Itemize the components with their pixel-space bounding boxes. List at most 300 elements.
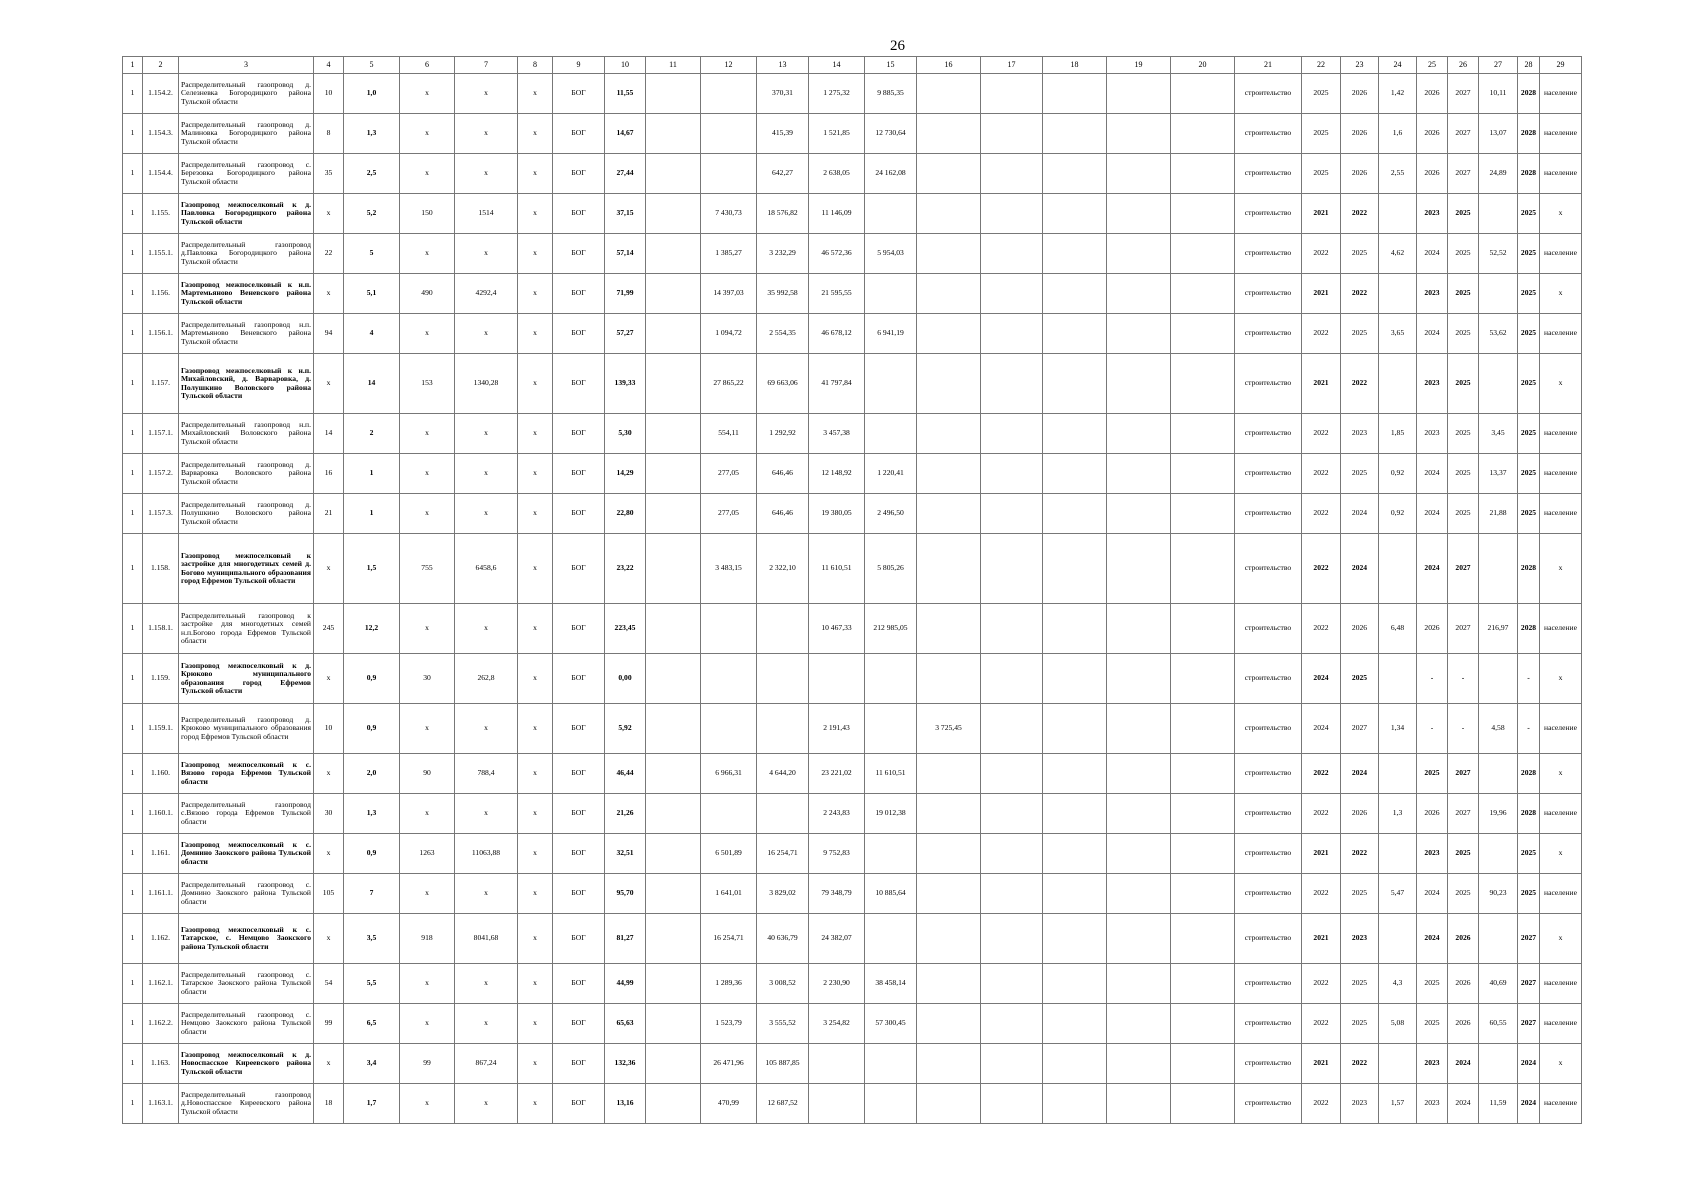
table-cell: БОГ — [553, 414, 605, 454]
table-cell — [1171, 494, 1235, 534]
table-cell — [1107, 154, 1171, 194]
table-cell: х — [455, 964, 518, 1004]
table-cell — [757, 604, 809, 654]
table-cell: строительство — [1235, 274, 1302, 314]
table-cell — [701, 154, 757, 194]
table-cell: 1 — [123, 494, 143, 534]
table-cell — [981, 234, 1043, 274]
table-cell: 153 — [400, 354, 455, 414]
table-cell: 1 — [123, 234, 143, 274]
table-cell — [646, 794, 701, 834]
column-header: 20 — [1171, 57, 1235, 74]
table-cell: 4 644,20 — [757, 754, 809, 794]
table-cell: 2024 — [1417, 534, 1448, 604]
table-cell — [1379, 1044, 1417, 1084]
table-cell: 2025 — [1448, 314, 1479, 354]
table-cell: 2,0 — [344, 754, 400, 794]
table-cell: х — [455, 114, 518, 154]
table-cell: 2024 — [1417, 314, 1448, 354]
table-cell: 16 254,71 — [757, 834, 809, 874]
table-cell: 2022 — [1302, 1004, 1341, 1044]
table-cell: х — [518, 274, 553, 314]
column-header: 14 — [809, 57, 865, 74]
table-cell — [1043, 794, 1107, 834]
column-header: 28 — [1518, 57, 1540, 74]
table-cell: х — [518, 704, 553, 754]
table-cell — [1171, 1084, 1235, 1124]
table-cell: 10 — [314, 704, 344, 754]
table-cell — [646, 454, 701, 494]
table-cell: 3 829,02 — [757, 874, 809, 914]
table-cell: х — [518, 834, 553, 874]
table-cell: 14,67 — [605, 114, 646, 154]
table-cell: 1.157.1. — [143, 414, 179, 454]
table-cell: х — [400, 1004, 455, 1044]
table-cell — [646, 274, 701, 314]
column-header: 4 — [314, 57, 344, 74]
table-cell — [917, 454, 981, 494]
table-cell — [1171, 654, 1235, 704]
table-cell — [1043, 314, 1107, 354]
table-cell — [1479, 354, 1518, 414]
object-name-cell: Распределительный газопровод с.Вязово города Ефремов Тульской области — [179, 794, 314, 834]
table-cell: 2022 — [1302, 314, 1341, 354]
column-header: 7 — [455, 57, 518, 74]
table-row — [123, 754, 1582, 794]
table-cell: х — [518, 1004, 553, 1044]
table-cell: 1 — [123, 454, 143, 494]
header-row — [123, 57, 1582, 74]
table-cell: х — [518, 194, 553, 234]
table-cell: 12 687,52 — [757, 1084, 809, 1124]
table-cell: 2026 — [1417, 114, 1448, 154]
table-cell: - — [1518, 654, 1540, 704]
table-cell — [917, 414, 981, 454]
table-cell: БОГ — [553, 654, 605, 704]
column-header: 17 — [981, 57, 1043, 74]
column-header: 29 — [1540, 57, 1582, 74]
table-cell: 3,4 — [344, 1044, 400, 1084]
table-cell: 5,92 — [605, 704, 646, 754]
table-cell — [1043, 534, 1107, 604]
table-cell: 1,34 — [1379, 704, 1417, 754]
table-cell — [865, 654, 917, 704]
table-row — [123, 794, 1582, 834]
table-cell — [917, 494, 981, 534]
table-cell — [701, 604, 757, 654]
table-cell: 1 — [123, 1084, 143, 1124]
table-cell: 14 — [314, 414, 344, 454]
table-cell: 2026 — [1448, 914, 1479, 964]
table-cell — [865, 274, 917, 314]
table-cell: 46 572,36 — [809, 234, 865, 274]
object-name-cell: Газопровод межпоселковый к с. Татарское, с. Немцово Заокского района Тульской области — [179, 914, 314, 964]
table-cell: 11 610,51 — [865, 754, 917, 794]
table-cell: БОГ — [553, 194, 605, 234]
table-cell — [1043, 274, 1107, 314]
table-cell: 8 — [314, 114, 344, 154]
table-cell: 554,11 — [701, 414, 757, 454]
table-cell — [1107, 794, 1171, 834]
table-cell: 4,62 — [1379, 234, 1417, 274]
table-cell: 3 008,52 — [757, 964, 809, 1004]
table-cell: 2027 — [1448, 114, 1479, 154]
column-header: 12 — [701, 57, 757, 74]
object-name-cell: Распределительный газопровод с. Домнино Заокского района Тульской области — [179, 874, 314, 914]
table-cell: 2025 — [1341, 874, 1379, 914]
table-cell: 2 322,10 — [757, 534, 809, 604]
column-header: 8 — [518, 57, 553, 74]
table-cell: население — [1540, 494, 1582, 534]
table-cell — [1107, 754, 1171, 794]
table-cell — [701, 654, 757, 704]
object-name-cell: Газопровод межпоселковый к д. Крюково муниципального образования город Ефремов Тульской области — [179, 654, 314, 704]
column-header: 6 — [400, 57, 455, 74]
table-cell: 0,9 — [344, 654, 400, 704]
table-cell: х — [455, 414, 518, 454]
table-cell — [981, 794, 1043, 834]
table-cell: 1 — [344, 494, 400, 534]
table-cell: 1.162. — [143, 914, 179, 964]
table-cell — [1379, 654, 1417, 704]
table-cell — [646, 314, 701, 354]
table-cell: 1.161. — [143, 834, 179, 874]
table-cell: население — [1540, 414, 1582, 454]
table-cell — [981, 194, 1043, 234]
table-cell: строительство — [1235, 914, 1302, 964]
table-cell — [917, 654, 981, 704]
table-cell: 1 — [123, 534, 143, 604]
table-row — [123, 314, 1582, 354]
table-cell: 2027 — [1448, 154, 1479, 194]
table-cell: х — [1540, 194, 1582, 234]
table-cell: х — [518, 1044, 553, 1084]
table-cell: 2023 — [1341, 1084, 1379, 1124]
table-cell: 27,44 — [605, 154, 646, 194]
table-cell: 150 — [400, 194, 455, 234]
table-cell — [1171, 154, 1235, 194]
table-cell: 105 887,85 — [757, 1044, 809, 1084]
table-cell: 2025 — [1518, 234, 1540, 274]
table-cell — [917, 874, 981, 914]
object-name-cell: Газопровод межпоселковый к н.п. Мартемьяново Веневского района Тульской области — [179, 274, 314, 314]
table-cell: 1 — [123, 754, 143, 794]
table-cell: 2022 — [1302, 794, 1341, 834]
column-header: 9 — [553, 57, 605, 74]
table-cell — [981, 534, 1043, 604]
table-cell: 1.157.3. — [143, 494, 179, 534]
table-cell — [917, 964, 981, 1004]
table-cell: 1 — [123, 914, 143, 964]
table-cell: 245 — [314, 604, 344, 654]
table-cell: население — [1540, 874, 1582, 914]
table-cell: БОГ — [553, 914, 605, 964]
table-cell: 2028 — [1518, 114, 1540, 154]
object-name-cell: Распределительный газопровод д. Малиновка Богородицкого района Тульской области — [179, 114, 314, 154]
table-cell: строительство — [1235, 534, 1302, 604]
table-row — [123, 654, 1582, 704]
table-cell: х — [400, 154, 455, 194]
table-cell — [1479, 194, 1518, 234]
table-cell: 2 496,50 — [865, 494, 917, 534]
table-cell: х — [400, 794, 455, 834]
table-cell: х — [400, 114, 455, 154]
table-cell — [917, 114, 981, 154]
table-cell: 71,99 — [605, 274, 646, 314]
table-cell: 2025 — [1518, 314, 1540, 354]
table-row — [123, 964, 1582, 1004]
table-cell: 2023 — [1417, 834, 1448, 874]
table-cell: 2025 — [1341, 454, 1379, 494]
table-cell — [981, 1004, 1043, 1044]
table-cell: 1 — [123, 314, 143, 354]
table-cell: 1 — [123, 834, 143, 874]
table-cell: строительство — [1235, 794, 1302, 834]
column-header: 23 — [1341, 57, 1379, 74]
table-cell — [1171, 914, 1235, 964]
table-cell — [981, 494, 1043, 534]
table-cell: 13,07 — [1479, 114, 1518, 154]
table-cell: население — [1540, 114, 1582, 154]
table-cell — [1107, 354, 1171, 414]
table-cell: БОГ — [553, 234, 605, 274]
table-cell: 2021 — [1302, 194, 1341, 234]
table-cell — [1043, 354, 1107, 414]
table-cell — [1171, 964, 1235, 1004]
table-cell: 1.154.4. — [143, 154, 179, 194]
column-header: 19 — [1107, 57, 1171, 74]
table-cell: 30 — [314, 794, 344, 834]
table-cell: 1,6 — [1379, 114, 1417, 154]
table-cell: строительство — [1235, 234, 1302, 274]
table-cell: 38 458,14 — [865, 964, 917, 1004]
table-cell — [1043, 654, 1107, 704]
table-cell: 2026 — [1341, 74, 1379, 114]
table-cell — [1479, 1044, 1518, 1084]
table-cell: 0,9 — [344, 834, 400, 874]
table-cell: строительство — [1235, 834, 1302, 874]
table-cell — [701, 704, 757, 754]
table-cell: 11063,88 — [455, 834, 518, 874]
table-cell: 44,99 — [605, 964, 646, 1004]
table-cell: 1.158. — [143, 534, 179, 604]
table-cell: 99 — [314, 1004, 344, 1044]
table-cell: 2027 — [1341, 704, 1379, 754]
column-header: 11 — [646, 57, 701, 74]
column-header: 24 — [1379, 57, 1417, 74]
page-number: 26 — [890, 38, 905, 54]
table-cell: х — [518, 414, 553, 454]
table-cell — [1107, 194, 1171, 234]
table-cell: х — [1540, 834, 1582, 874]
table-cell: 90,23 — [1479, 874, 1518, 914]
table-cell: строительство — [1235, 604, 1302, 654]
table-cell — [981, 604, 1043, 654]
table-cell — [917, 834, 981, 874]
table-cell: строительство — [1235, 1004, 1302, 1044]
table-cell: 18 — [314, 1084, 344, 1124]
table-cell — [1043, 194, 1107, 234]
table-cell: БОГ — [553, 274, 605, 314]
table-cell — [646, 604, 701, 654]
table-cell: 2026 — [1417, 154, 1448, 194]
table-cell: 2027 — [1448, 604, 1479, 654]
table-cell: 1.156. — [143, 274, 179, 314]
table-cell: 2022 — [1302, 1084, 1341, 1124]
table-cell: 3 457,38 — [809, 414, 865, 454]
table-cell — [981, 914, 1043, 964]
table-cell: х — [518, 234, 553, 274]
table-cell: 788,4 — [455, 754, 518, 794]
table-cell — [1107, 654, 1171, 704]
table-cell — [981, 834, 1043, 874]
table-cell: строительство — [1235, 314, 1302, 354]
table-row — [123, 414, 1582, 454]
column-header: 2 — [143, 57, 179, 74]
table-cell: - — [1417, 704, 1448, 754]
table-cell: 262,8 — [455, 654, 518, 704]
table-cell: 40 636,79 — [757, 914, 809, 964]
table-cell: 6,48 — [1379, 604, 1417, 654]
table-cell: 2026 — [1341, 154, 1379, 194]
table-cell: х — [400, 964, 455, 1004]
table-cell: х — [314, 834, 344, 874]
table-cell: 5,08 — [1379, 1004, 1417, 1044]
table-cell: 2027 — [1448, 794, 1479, 834]
table-cell: х — [314, 754, 344, 794]
table-cell — [1171, 114, 1235, 154]
table-cell: 6 941,19 — [865, 314, 917, 354]
table-cell: БОГ — [553, 454, 605, 494]
table-cell: 2,55 — [1379, 154, 1417, 194]
table-cell: 2024 — [1417, 874, 1448, 914]
table-cell — [1171, 704, 1235, 754]
table-cell — [809, 1044, 865, 1084]
table-cell: 5,2 — [344, 194, 400, 234]
table-cell: 2025 — [1341, 654, 1379, 704]
table-cell: строительство — [1235, 654, 1302, 704]
table-cell: население — [1540, 964, 1582, 1004]
table-cell — [1171, 74, 1235, 114]
table-cell: х — [518, 1084, 553, 1124]
table-cell: 2025 — [1448, 494, 1479, 534]
table-cell — [701, 794, 757, 834]
table-cell: 6,5 — [344, 1004, 400, 1044]
table-cell: БОГ — [553, 74, 605, 114]
table-cell: 1.161.1. — [143, 874, 179, 914]
table-cell — [981, 704, 1043, 754]
table-cell: 2022 — [1341, 354, 1379, 414]
table-cell: х — [1540, 534, 1582, 604]
table-cell: 22,80 — [605, 494, 646, 534]
table-cell: 5,30 — [605, 414, 646, 454]
table-cell: 1 521,85 — [809, 114, 865, 154]
table-cell: 65,63 — [605, 1004, 646, 1044]
table-cell: 2023 — [1417, 354, 1448, 414]
table-cell — [1171, 274, 1235, 314]
table-cell: - — [1448, 654, 1479, 704]
table-cell: 1.159.1. — [143, 704, 179, 754]
table-cell — [917, 1084, 981, 1124]
table-cell: 2025 — [1341, 234, 1379, 274]
table-cell: 2024 — [1417, 234, 1448, 274]
table-cell — [1171, 414, 1235, 454]
table-cell: 1.162.2. — [143, 1004, 179, 1044]
table-cell: 21 — [314, 494, 344, 534]
table-cell: 1 — [123, 1004, 143, 1044]
table-cell: 2025 — [1448, 234, 1479, 274]
table-cell — [701, 114, 757, 154]
table-cell: 23 221,02 — [809, 754, 865, 794]
table-cell: 14 — [344, 354, 400, 414]
table-cell: 3 725,45 — [917, 704, 981, 754]
table-row — [123, 454, 1582, 494]
table-cell: х — [518, 534, 553, 604]
table-cell — [646, 414, 701, 454]
table-cell — [981, 74, 1043, 114]
table-cell: 10 467,33 — [809, 604, 865, 654]
table-cell — [865, 914, 917, 964]
table-cell — [917, 354, 981, 414]
table-cell: 755 — [400, 534, 455, 604]
table-cell: х — [314, 534, 344, 604]
table-cell: х — [1540, 1044, 1582, 1084]
table-cell: 2023 — [1417, 414, 1448, 454]
table-cell — [1171, 834, 1235, 874]
table-cell: БОГ — [553, 154, 605, 194]
table-cell — [646, 754, 701, 794]
table-cell: 21 595,55 — [809, 274, 865, 314]
table-cell: 2022 — [1302, 964, 1341, 1004]
table-cell — [646, 534, 701, 604]
table-cell — [646, 1044, 701, 1084]
table-cell — [1043, 154, 1107, 194]
table-cell: 2025 — [1302, 154, 1341, 194]
table-cell: 2021 — [1302, 1044, 1341, 1084]
table-cell: 2025 — [1302, 74, 1341, 114]
table-cell: х — [314, 654, 344, 704]
column-header: 26 — [1448, 57, 1479, 74]
table-cell — [917, 1044, 981, 1084]
table-cell: 277,05 — [701, 454, 757, 494]
table-cell: 1 — [123, 74, 143, 114]
table-cell: 95,70 — [605, 874, 646, 914]
table-cell: 470,99 — [701, 1084, 757, 1124]
table-cell: 21,88 — [1479, 494, 1518, 534]
table-cell: х — [518, 154, 553, 194]
table-cell: 7 430,73 — [701, 194, 757, 234]
table-cell: 1,3 — [344, 794, 400, 834]
table-cell: 2025 — [1448, 874, 1479, 914]
table-cell — [917, 314, 981, 354]
table-cell: строительство — [1235, 494, 1302, 534]
table-cell: 0,92 — [1379, 454, 1417, 494]
table-cell: 1,3 — [344, 114, 400, 154]
table-cell: 2024 — [1417, 494, 1448, 534]
table-cell: 2024 — [1417, 914, 1448, 964]
table-cell: 3,65 — [1379, 314, 1417, 354]
column-header: 27 — [1479, 57, 1518, 74]
table-cell — [1479, 654, 1518, 704]
table-cell: 1,3 — [1379, 794, 1417, 834]
table-cell: 2025 — [1341, 314, 1379, 354]
table-cell: население — [1540, 454, 1582, 494]
table-cell — [1479, 754, 1518, 794]
table-cell: 1.157.2. — [143, 454, 179, 494]
table-cell — [1171, 1004, 1235, 1044]
table-cell: 2025 — [1448, 834, 1479, 874]
table-cell: х — [400, 1084, 455, 1124]
